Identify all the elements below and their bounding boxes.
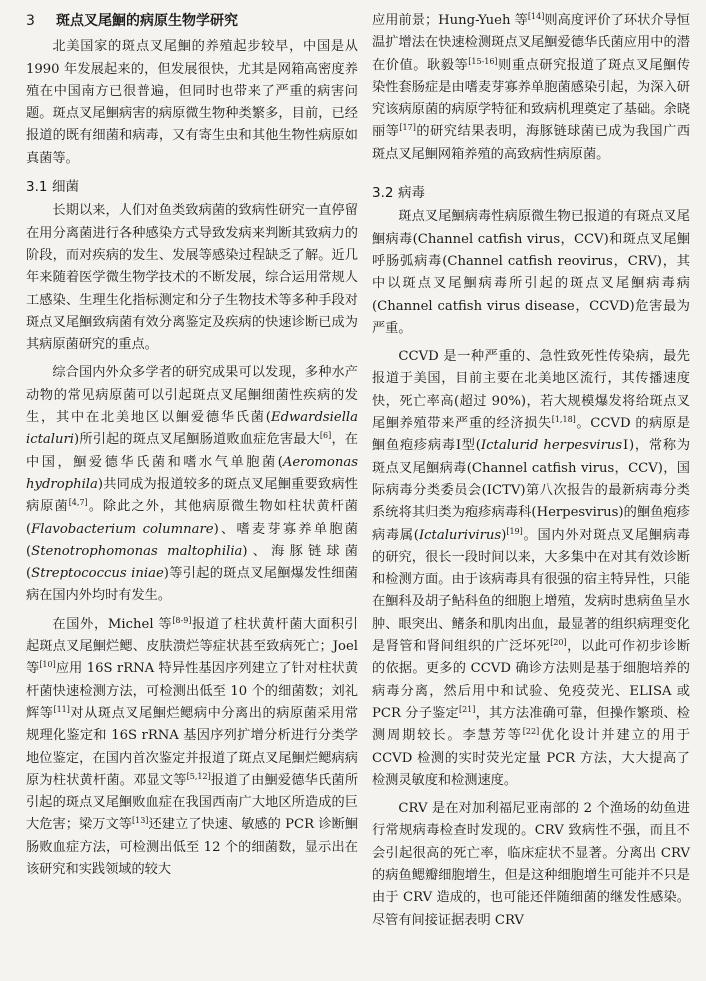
citation: [11] [53, 704, 70, 714]
citation: [21] [458, 704, 476, 714]
text-run: )等引起的斑点叉尾鮰爆发性细菌病在国内外均时有发生。 [26, 566, 358, 604]
section-heading [26, 10, 358, 32]
species-name: Ictalurid herpesvirus [480, 438, 623, 454]
species-name: Streptococcus iniae [31, 566, 164, 582]
text-run: 。国内外对斑点叉尾鮰病毒的研究，很长一段时间以来，大多集中在对其有效诊断和检测方面。由于该病毒具有很强的宿主特异性，只能在鮰科及胡子鲇科鱼的细胞上增殖，发病时患病鱼呈水肿、眼突出、鳍条和肌肉出血，最显著的组织病理变化是肾管和肾间组织的广泛坏死 [372, 527, 690, 655]
text-run: 。除此之外，其他病原微生物如柱状黄杆菌( [26, 499, 358, 537]
text-run: 还建立了快速、敏感的 PCR 诊断鮰肠败血症方法，可检测出低至 12 个的细菌数，显示出在该研究和实践领域的较大 [26, 817, 359, 877]
text-run: )所引起的斑点叉尾鮰肠道败血症危害最大 [74, 432, 320, 448]
intro-paragraph: 北美国家的斑点叉尾鮰的养殖起步较早，中国是从 1990 年发展起来的，但发展很快，尤其是网箱高密度养殖在中国南方已很普遍，但同时也带来了严重的病害问题。斑点叉尾鮰病害的病原微生物种类繁多，目前，已经报道的既有细菌和病毒，又有寄生虫和其他生物性病原如真菌等。 [26, 39, 358, 166]
paragraph-virus-3: CRV 是在对加利福尼亚南部的 2 个渔场的幼鱼进行常规病毒检查时发现的。CRV 致病性不强，而且不会引起很高的死亡率，临床症状不显著。分离出 CRV 的病鱼鳃瓣细胞增生，但是这种细胞增生可能并不只是由于 CRV 造成的，也可能还伴随细菌的继发性感染。尽管有间接证据表明 CRV [372, 801, 690, 928]
citation: [20] [550, 638, 567, 648]
text-run: 在国外，Michel 等 [52, 616, 173, 632]
text-run: 则重点研究报道了斑点叉尾鮰传染性套肠症是由嗜麦芽寡养单胞菌感染引起，为深入研究该病原菌的病原学特征和致病机理奠定了基础。余晓丽等 [372, 57, 691, 140]
spacer [372, 172, 690, 180]
text-run: 报道了由鮰爱德华氏菌所引起的斑点叉尾鮰败血症在我国西南广大地区所造成的巨大危害；梁万文等 [26, 772, 359, 833]
subsection-heading-bacteria [26, 176, 358, 198]
text-run: 。CCVD 的病原是鮰鱼疱疹病毒Ⅰ型( [372, 416, 691, 454]
text-run: CCVD 是一种严重的、急性致死性传染病，最先报道于美国，目前主要在北美地区流行，其传播速度快，死亡率高(超过 90%)，若大规模爆发将给斑点叉尾鮰养殖带来严重的经济损失 [372, 349, 690, 432]
citation: [1,18] [551, 415, 576, 425]
paragraph-bacteria-continued [372, 10, 690, 166]
section-number: 3 [26, 13, 35, 29]
paragraph-bacteria-2 [26, 362, 358, 607]
paragraph-bacteria-1: 长期以来，人们对鱼类致病菌的致病性研究一直停留在用分离菌进行各种感染方式导致发病来判断其致病力的阶段，而对疾病的发生、发展等感染过程缺乏了解。近几年来随着医学微生物学技术的不断发展，综合运用常规人工感染、生理生化指标测定和分子生物技术等多种手段对斑点叉尾鮰致病菌有效分离鉴定及疾病的快速诊断已成为其病原菌研究的重点。 [26, 203, 358, 353]
citation: [4,7] [68, 498, 88, 508]
citation: [5,12] [186, 771, 211, 781]
citation: [22] [522, 727, 540, 737]
text-run: ，以此可作初步诊断的依据。更多的 CCVD 确诊方法则是基于细胞培养的病毒分离，然后用中和试验、免疫荧光、ELISA 或 PCR 分子鉴定 [372, 639, 691, 721]
text-run: 的研究结果表明，海豚链球菌已成为我国广西斑点叉尾鮰网箱养殖的高致病性病原菌。 [372, 124, 691, 162]
text-run: 应用前景；Hung-Yueh 等 [372, 13, 528, 28]
species-name: Stenotrophomonas maltophilia [31, 543, 243, 559]
text-run: 综合国内外众多学者的研究成果可以发现，多种水产动物的常见病原菌可以引起斑点叉尾鮰细菌性疾病的发生，其中在北美地区以鮰爱德华氏菌( [26, 365, 358, 426]
subsection-title: 病毒 [398, 185, 425, 202]
species-name: Flavobacterium columnare [31, 521, 214, 537]
citation: [15-16] [468, 56, 498, 66]
citation: [13] [131, 816, 149, 826]
citation: [8-9] [172, 615, 192, 625]
text-run: ) [501, 527, 507, 543]
text-run: )、海豚链球菌( [26, 543, 358, 582]
species-name: Aeromonas hydrophila [26, 454, 358, 492]
species-name: Ictalurivirus [418, 527, 502, 543]
subsection-number: 3.2 [372, 185, 394, 202]
paragraph-virus-2 [372, 346, 690, 792]
citation: [19] [506, 526, 523, 536]
text-run: 应用 16S rRNA 特异性基因序列建立了针对柱状黄杆菌快速检测方法，可检测出低至 10 个的细菌数；刘礼辉等 [26, 661, 359, 721]
citation: [10] [39, 660, 56, 670]
subsection-heading-virus [372, 182, 690, 204]
text-run: )、嗜麦芽寡养单胞菌( [26, 521, 358, 559]
text-run: 对从斑点叉尾鮰烂鳃病中分离出的病原菌采用常规理化鉴定和 16S rRNA 基因序列扩增分析进行分类学地位鉴定，在国内首次鉴定并报道了斑点叉尾鮰烂鳃病病原为柱状黄杆菌。邓显文等 [26, 705, 359, 788]
paragraph-bacteria-3 [26, 614, 358, 882]
text-run: 优化设计并建立的用于 CCVD 检测的实时荧光定量 PCR 方法，大大提高了检测灵敏度和检测速度。 [372, 728, 691, 788]
text-run: ，在中国，鮰爱德华氏菌和嗜水气单胞菌( [26, 432, 358, 470]
text-run: Ⅰ)，常称为斑点叉尾鮰病毒(Channel catfish virus，CCV)，国际病毒分类委员会(ICTV)第八次报告的最新病毒分类系统将其归类为疱疹病毒科(Herpesvirus)的鮰鱼疱疹病毒属( [372, 438, 691, 543]
subsection-title: 细菌 [52, 179, 79, 196]
species-name: Edwardsiella ictaluri [26, 410, 358, 448]
left-column [26, 10, 358, 887]
right-column [372, 10, 690, 938]
subsection-number: 3.1 [26, 179, 48, 196]
citation: [17] [399, 123, 416, 133]
paragraph-virus-1: 斑点叉尾鮰病毒性病原微生物已报道的有斑点叉尾鮰病毒(Channel catfish virus，CCV)和斑点叉尾鮰呼肠弧病毒(Channel catfish reovirus，CRV)，其中以斑点叉尾鮰病毒所引起的斑点叉尾鮰病毒病(Channel catfish virus disease，CCVD)危害最为严重。 [372, 209, 690, 336]
text-run: )共同成为报道较多的斑点叉尾鮰重要致病性病原菌 [26, 476, 358, 515]
citation: [6] [319, 431, 332, 441]
citation: [14] [527, 12, 545, 21]
section-title: 斑点叉尾鮰的病原生物学研究 [56, 13, 238, 29]
text-run: 则高度评价了环状介导恒温扩增法在快速检测斑点叉尾鮰爱德华氏菌应用中的潜在价值。耿毅等 [372, 13, 690, 73]
text-run: 报道了柱状黄杆菌大面积引起斑点叉尾鮰烂鳃、皮肤溃烂等症状甚至致病死亡；Joel 等 [26, 616, 358, 677]
text-run: ，其方法准确可靠，但操作繁琐、检测周期较长。李慧芳等 [372, 705, 690, 744]
